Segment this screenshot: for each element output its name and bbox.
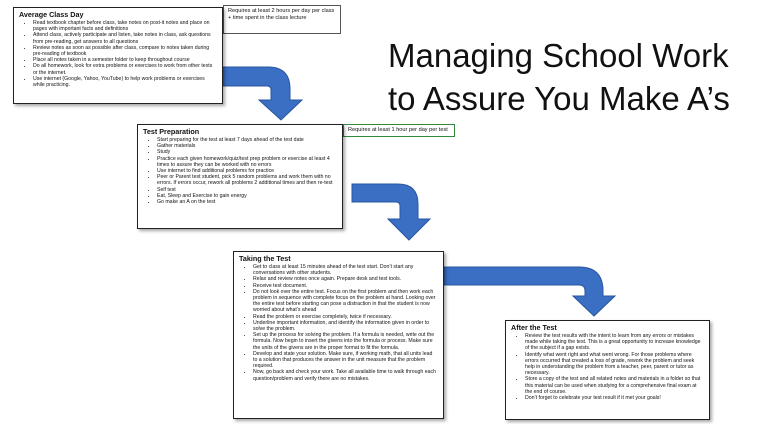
- list-item: • Attend class, actively participate and listen, take notes in class, ask questions from pre-reading, get answers to all questions: [33, 32, 217, 44]
- list-item: • Gather materials: [157, 143, 337, 149]
- list-item: • Read the problem or exercise completely, twice if necessary.: [253, 314, 438, 320]
- list-item: • Study: [157, 149, 337, 155]
- box-heading: Average Class Day: [19, 10, 84, 19]
- box-list: [143, 137, 337, 205]
- list-item: • Underline important information, and identify the information given in order to solve the problem.: [253, 320, 438, 332]
- list-item: • Relax and review notes once again. Prepare desk and test tools.: [253, 276, 438, 282]
- list-item: • Start preparing for the test at least 7 days ahead of the test date: [157, 137, 337, 143]
- list-item: • Store a copy of the test and all related notes and materials in a folder so that this material can be used when studying for a comprehensive final exam at the end of course.: [525, 376, 704, 395]
- list-item: • Identify what went right and what went wrong. For those problems where errors occurred that created a loss of grade, rework the problem and seek help in understanding the problem from a teacher, peer, parent or tutor as necessary.: [525, 352, 704, 377]
- list-item: • Develop and state your solution. Make sure, if working math, that all units lead to a solution that produces the answer in the unit measure that the problem required.: [253, 351, 438, 370]
- list-item: • Do all homework, look for extra problems or exercises to work from other texts or the internet.: [33, 63, 217, 75]
- list-item: • Use internet (Google, Yahoo, YouTube) to help work problems or exercises while practicing.: [33, 76, 217, 88]
- note-test-prep-text: Requires at least 1 hour per day per test: [348, 127, 448, 133]
- box-heading: Taking the Test: [239, 254, 291, 263]
- list-item: • Self test: [157, 187, 337, 193]
- box-after-the-test: [505, 320, 710, 420]
- note-class-day-time: [223, 5, 341, 34]
- list-item: • Go make an A on the test: [157, 199, 337, 205]
- note-test-prep-time: [343, 124, 455, 137]
- list-item: • Receive test document.: [253, 283, 438, 289]
- title-line-1: Managing School Work: [388, 37, 729, 74]
- arrow-shape-3: [444, 267, 615, 316]
- note-class-day-text: Requires at least 2 hours per day per class + time spent in the class lecture: [228, 8, 335, 21]
- arrow-shape-2: [352, 184, 430, 240]
- box-list: [19, 20, 217, 88]
- list-item: • Get to class at least 15 minutes ahead of the test start. Don’t start any conversations with other students.: [253, 264, 438, 276]
- box-test-preparation: [137, 124, 343, 229]
- title-line-2: to Assure You Make A’s: [388, 80, 730, 117]
- box-heading: Test Preparation: [143, 127, 200, 136]
- list-item: • Place all notes taken in a semester folder to keep throughout course: [33, 57, 217, 63]
- arrow-shape-1: [223, 67, 302, 120]
- list-item: • Review the test results with the intent to learn from any errors or mistakes made while taking the test. This is a great opportunity to increase knowledge of the subject if a gap exists.: [525, 333, 704, 352]
- list-item: • Peer or Parent test student, pick 5 random problems and work them with no errors. If errors occur, rework all problems 2 additional times and then re-test: [157, 174, 337, 186]
- list-item: • Don’t forget to celebrate your test result if it met your goals!: [525, 395, 704, 401]
- box-list: [239, 264, 438, 382]
- list-item: • Eat, Sleep and Exercise to gain energy: [157, 193, 337, 199]
- list-item: • Review notes as soon as possible after class, compare to notes taken during pre-reading of textbook: [33, 45, 217, 57]
- list-item: • Practice each given homework/quiz/test prep problem or exercise at least 4 times to assure they can be worked with no errors: [157, 156, 337, 168]
- box-list: [511, 333, 704, 401]
- list-item: • Do not look over the entire test. Focus on the first problem and then work each problem in sequence with complete focus on the problem at hand. Looking over the entire test before starting can pose a distraction in that the student is now worried about what’s ahead: [253, 289, 438, 314]
- list-item: • Now, go back and check your work. Take all available time to walk through each question/problem and verify there are no mistakes.: [253, 369, 438, 381]
- list-item: • Set up the process for solving the problem. If a formula is needed, write out the formula. Now begin to insert the givens into the formula or process. Make sure the units of the givens are in the proper format to fit the formula.: [253, 332, 438, 351]
- box-heading: After the Test: [511, 323, 557, 332]
- list-item: • Read textbook chapter before class, take notes on post-it notes and place on pages with important facts and definitions: [33, 20, 217, 32]
- list-item: • Use internet to find additional problems for practice: [157, 168, 337, 174]
- box-taking-the-test: [233, 251, 444, 419]
- box-average-class-day: [13, 7, 223, 104]
